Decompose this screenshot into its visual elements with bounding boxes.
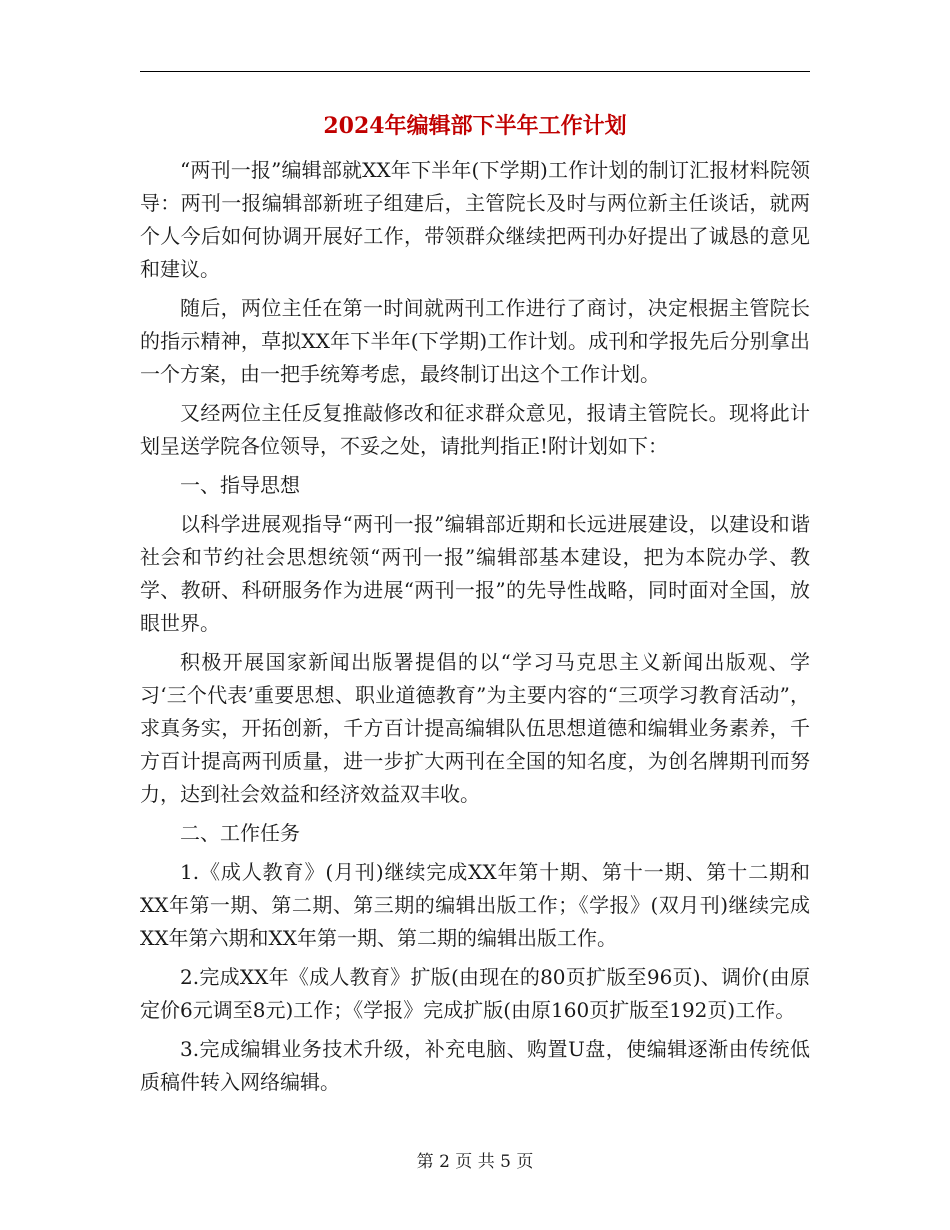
page-number: 第 2 页 共 5 页	[416, 1152, 534, 1172]
paragraph-discussion: 随后，两位主任在第一时间就两刊工作进行了商讨，决定根据主管院长的指示精神，草拟XX年下半年(下学期)工作计划。成刊和学报先后分别拿出一个方案，由一把手统筹考虑，最终制订出这个工作计划。	[140, 296, 810, 386]
task-item-2: 2.完成XX年《成人教育》扩版(由现在的80页扩版至96页)、调价(由原定价6元调至8元)工作；《学报》完成扩版(由原160页扩版至192页)工作。	[140, 965, 810, 1022]
header-rule	[140, 71, 810, 72]
section-heading-tasks: 二、工作任务	[180, 821, 300, 845]
section-heading-guiding-thought: 一、指导思想	[180, 473, 300, 497]
paragraph-submission: 又经两位主任反复推敲修改和征求群众意见，报请主管院长。现将此计划呈送学院各位领导，不妥之处，请批判指正!附计划如下：	[140, 401, 810, 458]
task-item-3: 3.完成编辑业务技术升级，补充电脑、购置U盘，使编辑逐渐由传统低质稿件转入网络编辑。	[140, 1037, 810, 1094]
document-body	[140, 100, 810, 1105]
paragraph-intro: “两刊一报”编辑部就XX年下半年(下学期)工作计划的制订汇报材料院领导：两刊一报编辑部新班子组建后，主管院长及时与两位新主任谈话，就两个人今后如何协调开展好工作，带领群众继续把两刊办好提出了诚恳的意见和建议。	[140, 158, 810, 281]
task-item-1: 1.《成人教育》(月刊)继续完成XX年第十期、第十一期、第十二期和XX年第一期、第二期、第三期的编辑出版工作；《学报》(双月刊)继续完成XX年第六期和XX年第一期、第二期的编辑出版工作。	[140, 860, 810, 950]
paragraph-education-activities: 积极开展国家新闻出版署提倡的以“学习马克思主义新闻出版观、学习‘三个代表’重要思想、职业道德教育”为主要内容的“三项学习教育活动”，求真务实，开拓创新，千方百计提高编辑队伍思想道德和编辑业务素养，千方百计提高两刊质量，进一步扩大两刊在全国的知名度，为创名牌期刊而努力，达到社会效益和经济效益双丰收。	[140, 650, 810, 806]
document-title: 2024年编辑部下半年工作计划	[323, 113, 627, 139]
paragraph-guiding-thought: 以科学进展观指导“两刊一报”编辑部近期和长远进展建设，以建设和谐社会和节约社会思想统领“两刊一报”编辑部基本建设，把为本院办学、教学、教研、科研服务作为进展“两刊一报”的先导性战略，同时面对全国，放眼世界。	[140, 512, 810, 635]
